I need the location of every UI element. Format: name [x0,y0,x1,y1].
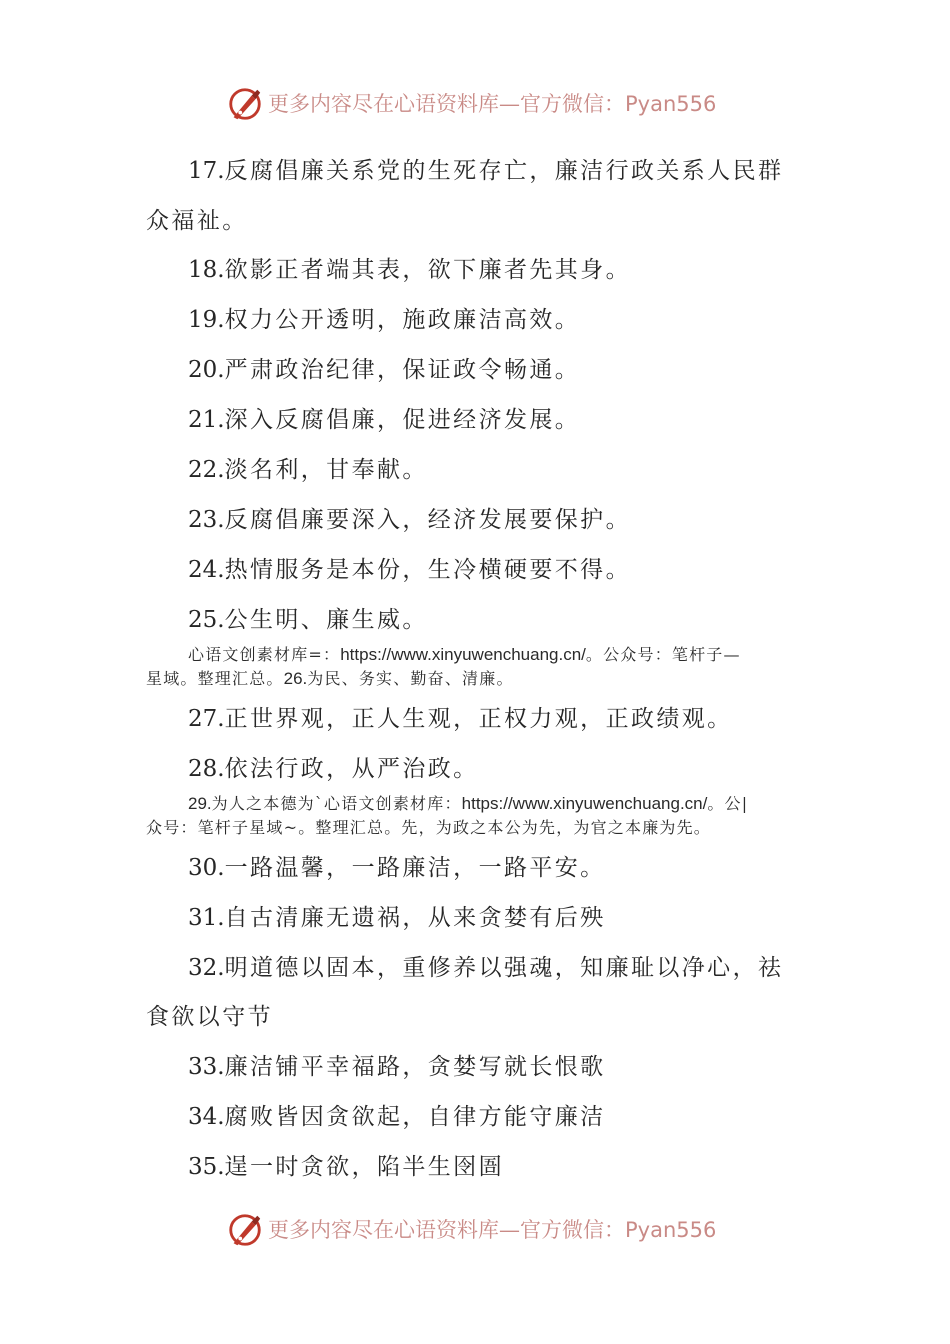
list-item: 23.反腐倡廉要深入，经济发展要保护。 [188,507,631,533]
inline-note: 星域。整理汇总。26.为民、务实、勤奋、清廉。 [146,669,514,688]
list-item: 31.自古清廉无遗祸，从来贪婪有后殃 [188,905,606,931]
wechat-id: Pyan556 [625,92,717,116]
inline-note: 心语文创素材库=：https://www.xinyuwenchuang.cn/。公众号：笔杆子— [188,645,741,664]
list-item: 32.明道德以固本，重修养以强魂，知廉耻以净心，祛 [188,955,784,981]
list-item: 33.廉洁铺平幸福路，贪婪写就长恨歌 [188,1054,606,1080]
wechat-id: Pyan556 [625,1218,717,1242]
list-item: 34.腐败皆因贪欲起，自律方能守廉洁 [188,1104,606,1130]
list-item: 27.正世界观，正人生观，正权力观，正政绩观。 [188,706,733,732]
footer-banner [0,1208,950,1252]
list-item: 20.严肃政治纪律，保证政令畅通。 [188,357,581,383]
list-item: 28.依法行政，从严治政。 [188,756,479,782]
list-item: 19.权力公开透明，施政廉洁高效。 [188,307,581,333]
list-item: 25.公生明、廉生威。 [188,607,428,633]
list-item: 30.一路温馨，一路廉洁，一路平安。 [188,855,606,881]
list-item-continuation: 众福祉。 [146,208,248,234]
inline-note: 29.为人之本德为`心语文创素材库：https://www.xinyuwenchuang.cn/。公| [188,794,749,813]
list-item: 35.逞一时贪欲，陷半生囹圄 [188,1154,504,1180]
list-item: 22.淡名利，甘奉献。 [188,457,428,483]
list-item: 24.热情服务是本份，生冷横硬要不得。 [188,557,631,583]
list-item-continuation: 食欲以守节 [146,1004,273,1030]
footer-banner-text: 更多内容尽在心语资料库—官方微信：Pyan556 [268,1218,717,1242]
inline-note: 众号：笔杆子星域~。整理汇总。先，为政之本公为先，为官之本廉为先。 [146,818,712,837]
pen-nib-logo-icon [226,1211,264,1249]
list-item: 21.深入反腐倡廉，促进经济发展。 [188,407,581,433]
list-item: 18.欲影正者端其表，欲下廉者先其身。 [188,257,631,283]
header-banner-text: 更多内容尽在心语资料库—官方微信：Pyan556 [268,92,717,116]
list-item: 17.反腐倡廉关系党的生死存亡，廉洁行政关系人民群 [188,158,784,184]
